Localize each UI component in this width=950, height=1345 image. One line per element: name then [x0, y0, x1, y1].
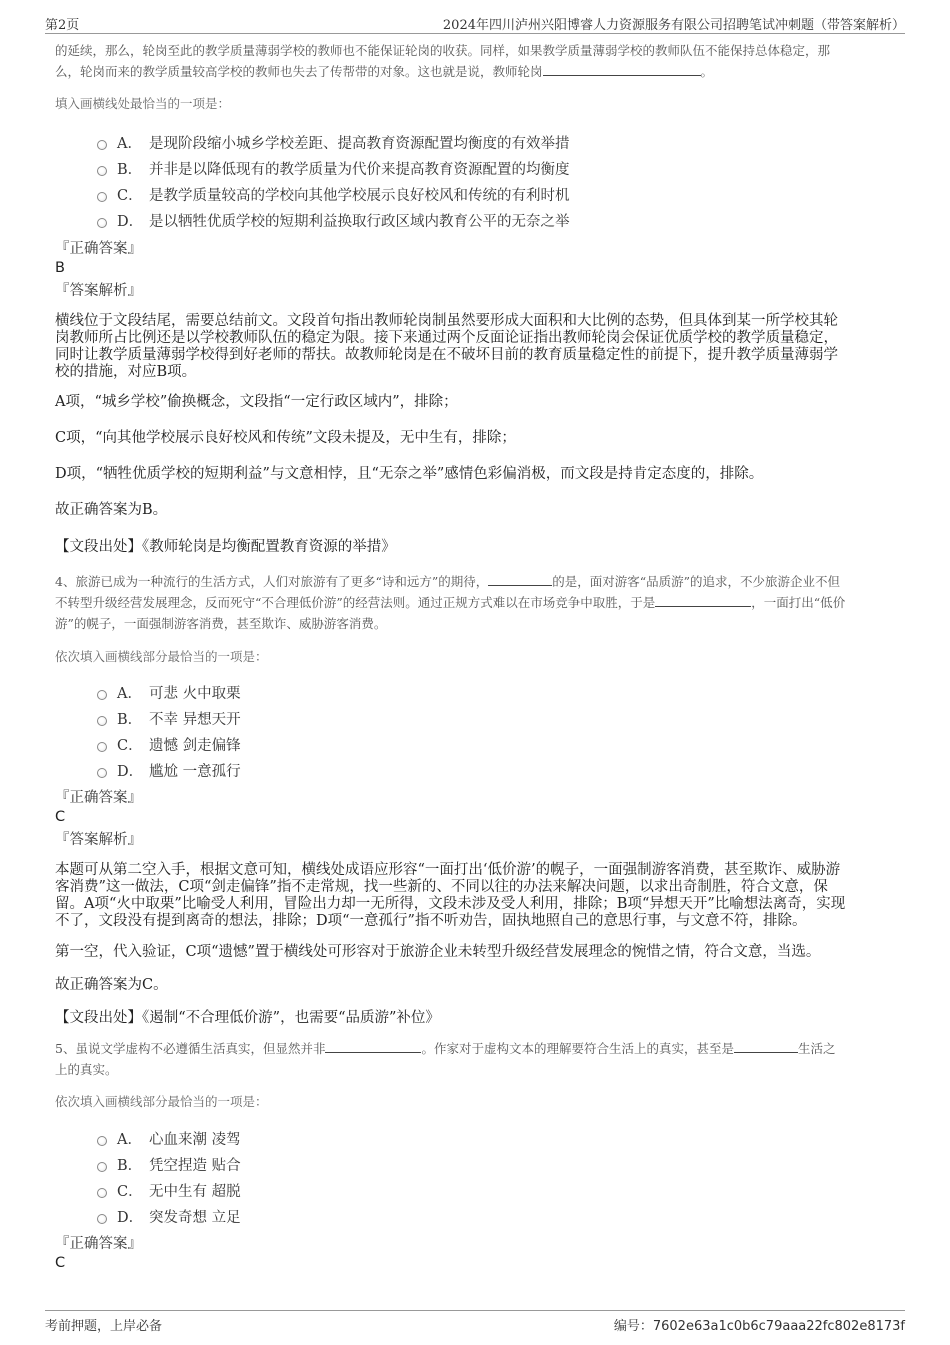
radio-button[interactable]: [97, 218, 107, 228]
q4-analysis-heading: 『答案解析』: [55, 832, 142, 848]
radio-button[interactable]: [97, 1162, 107, 1172]
q4-passage-line-1: 4、旅游已成为一种流行的生活方式，人们对旅游有了更多“诗和远方”的期待， 的是，面对游客“品质游”的追求，不少旅游企业不但: [55, 574, 841, 589]
radio-button[interactable]: [97, 768, 107, 778]
q3-option-c-note: C项，“向其他学校展示良好校风和传统”文段未提及，无中生有，排除；: [55, 430, 516, 446]
q3-option-b[interactable]: B． 并非是以降低现有的教学质量为代价来提高教育资源配置的均衡度: [97, 157, 893, 183]
q3-passage-line-2: 么，轮岗而来的教学质量较高学校的教师也失去了传帮带的对象。这也就是说，教师轮岗 。: [55, 64, 714, 79]
q3-answer-blank: [543, 63, 701, 76]
page-number: 第2页: [45, 18, 80, 33]
q4-blank-2: [655, 594, 751, 607]
q4-passage: [55, 571, 893, 634]
q4-source: 【文段出处】《遏制“不合理低价游”，也需要“品质游”补位》: [55, 1010, 440, 1026]
q5-blank-2: [734, 1040, 798, 1053]
q4-first-blank-note: 第一空，代入验证，C项“遗憾”置于横线处可形容对于旅游企业未转型升级经营发展理念的惋惜之情，符合文意，当选。: [55, 944, 821, 960]
q3-analysis: 横线位于文段结尾，需要总结前文。文段首句指出教师轮岗制虽然要形成大面积和大比例的态势，但具体到某一所学校其轮 岗教师所占比例还是以学校教师队伍的稳定为限。接下来通过两个反面论证指出教师轮岗会保证优质学校的教学质量稳定， 同时让教学质量薄弱学校得到好老师的帮扶。故教师轮岗是在不破坏目前的教育质量稳定性的前提下，提升教学质量薄弱学 校的措施，对应B项。: [55, 313, 838, 380]
q5-passage-line-1: 5、虽说文学虚构不必遵循生活真实，但显然并非 。作家对于虚构文本的理解要符合生活上的真实，甚至是 生活之: [55, 1041, 836, 1056]
radio-button[interactable]: [97, 1136, 107, 1146]
q3-option-a[interactable]: A． 是现阶段缩小城乡学校差距、提高教育资源配置均衡度的有效举措: [97, 131, 893, 157]
q5-answer: C: [55, 1255, 66, 1271]
page-header: [45, 14, 905, 34]
q4-option-a[interactable]: A． 可悲 火中取栗: [97, 681, 893, 707]
q3-option-c[interactable]: C． 是教学质量较高的学校向其他学校展示良好校风和传统的有利时机: [97, 183, 893, 209]
radio-button[interactable]: [97, 140, 107, 150]
q3-analysis-heading: 『答案解析』: [55, 283, 142, 299]
q5-option-c[interactable]: C． 无中生有 超脱: [97, 1179, 893, 1205]
document-title: 2024年四川泸州兴阳博睿人力资源服务有限公司招聘笔试冲刺题（带答案解析）: [442, 18, 905, 33]
q4-option-d[interactable]: D． 尴尬 一意孤行: [97, 759, 893, 785]
q3-source: 【文段出处】《教师轮岗是均衡配置教育资源的举措》: [55, 539, 396, 555]
q4-options: [97, 681, 893, 785]
radio-button[interactable]: [97, 1188, 107, 1198]
q3-option-d-note: D项，“牺牲优质学校的短期利益”与文意相悖，且“无奈之举”感情色彩偏消极，而文段是持肯定态度的，排除。: [55, 466, 764, 482]
q4-conclusion: 故正确答案为C。: [55, 977, 168, 993]
radio-button[interactable]: [97, 742, 107, 752]
q4-analysis: 本题可从第二空入手，根据文意可知，横线处成语应形容“一面打出‘低价游’的幌子，一面强制游客消费，甚至欺诈、威胁游 客消费”这一做法，C项“剑走偏锋”指不走常规，找一些新的、不同以往的办法来解决问题，以求出奇制胜，符合文意，保 留。A项“火中取栗”比喻受人利用，冒险出力却一无所得，文段未涉及受人利用，排除；B项“异想天开”比喻想法离奇，实现 不了，文段没有提到离奇的想法，排除；D项“一意孤行”指不听劝告，固执地照自己的意思行事，与文意不符，排除。: [55, 862, 846, 929]
q3-conclusion: 故正确答案为B。: [55, 502, 168, 518]
q5-blank-1: [325, 1040, 421, 1053]
radio-button[interactable]: [97, 690, 107, 700]
radio-button[interactable]: [97, 166, 107, 176]
q3-option-a-note: A项，“城乡学校”偷换概念，文段指“一定行政区域内”，排除；: [55, 394, 458, 410]
q5-option-d[interactable]: D． 突发奇想 立足: [97, 1205, 893, 1231]
q4-prompt: 依次填入画横线部分最恰当的一项是：: [55, 649, 268, 664]
document-code: 编号：7602e63a1c0b6c79aaa22fc802e8173f: [613, 1319, 905, 1334]
q3-options: [97, 131, 893, 235]
q5-option-b[interactable]: B． 凭空捏造 贴合: [97, 1153, 893, 1179]
q3-prompt: 填入画横线处最恰当的一项是：: [55, 96, 231, 111]
q5-passage-line-2: 上的真实。: [55, 1062, 118, 1077]
q5-prompt: 依次填入画横线部分最恰当的一项是：: [55, 1094, 268, 1109]
q4-option-b[interactable]: B． 不幸 异想天开: [97, 707, 893, 733]
q4-passage-line-3: 游”的幌子，一面强制游客消费，甚至欺诈、威胁游客消费。: [55, 616, 387, 631]
q3-answer-heading: 『正确答案』: [55, 241, 142, 257]
q4-option-c[interactable]: C． 遗憾 剑走偏锋: [97, 733, 893, 759]
q3-option-d[interactable]: D． 是以牺牲优质学校的短期利益换取行政区域内教育公平的无奈之举: [97, 209, 893, 235]
footer-slogan: 考前押题，上岸必备: [45, 1319, 163, 1334]
radio-button[interactable]: [97, 716, 107, 726]
q4-blank-1: [488, 573, 552, 586]
radio-button[interactable]: [97, 192, 107, 202]
page-content: [55, 40, 893, 1273]
q3-passage-line-1: 的延续，那么，轮岗至此的教学质量薄弱学校的教师也不能保证轮岗的收获。同样，如果教学质量薄弱学校的教师队伍不能保持总体稳定，那: [55, 43, 831, 58]
q5-options: [97, 1127, 893, 1231]
q4-answer: C: [55, 809, 66, 825]
q5-passage: [55, 1038, 893, 1080]
q4-passage-line-2: 不转型升级经营发展理念，反而死守“不合理低价游”的经营法则。通过正规方式难以在市场竞争中取胜，于是 ，一面打出“低价: [55, 595, 846, 610]
q4-answer-heading: 『正确答案』: [55, 790, 142, 806]
q5-option-a[interactable]: A． 心血来潮 凌驾: [97, 1127, 893, 1153]
page-footer: [45, 1310, 905, 1334]
q3-answer: B: [55, 260, 65, 276]
q5-answer-heading: 『正确答案』: [55, 1236, 142, 1252]
q3-passage: [55, 40, 893, 82]
radio-button[interactable]: [97, 1214, 107, 1224]
